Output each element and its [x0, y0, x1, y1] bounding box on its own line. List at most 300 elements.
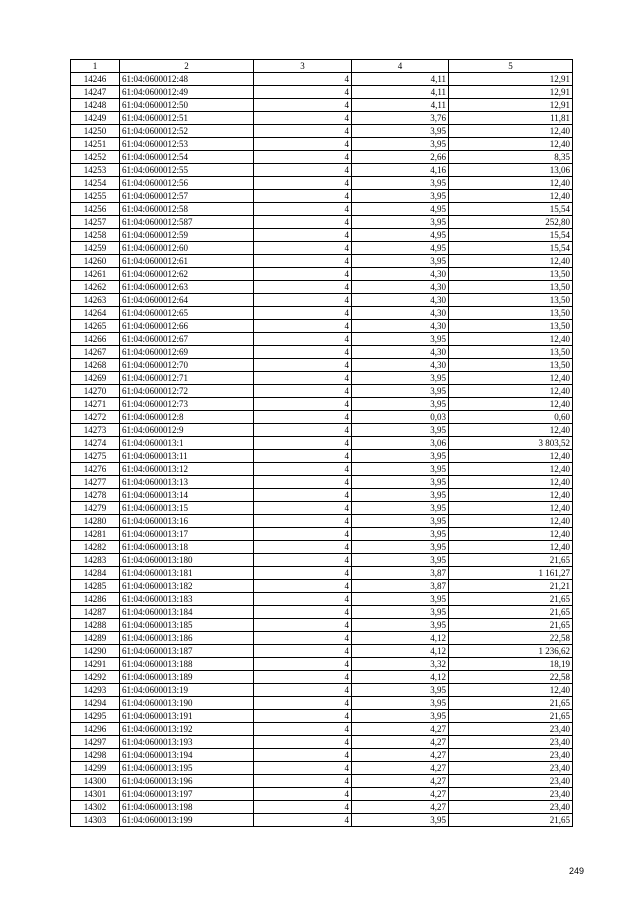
group-cell: 4 — [254, 346, 352, 359]
group-cell: 4 — [254, 632, 352, 645]
cadastral-number-cell: 61:04:0600013:193 — [120, 736, 254, 749]
table-row — [71, 125, 573, 138]
cadastral-number-cell: 61:04:0600012:55 — [120, 164, 254, 177]
cadastral-number-cell: 61:04:0600013:183 — [120, 593, 254, 606]
group-cell: 4 — [254, 294, 352, 307]
cadastral-number-cell: 61:04:0600012:48 — [120, 73, 254, 86]
row-number-cell: 14261 — [71, 268, 120, 281]
group-cell: 4 — [254, 424, 352, 437]
value-cell: 13,50 — [449, 268, 573, 281]
table-row — [71, 580, 573, 593]
value-cell: 21,65 — [449, 593, 573, 606]
cadastral-number-cell: 61:04:0600013:185 — [120, 619, 254, 632]
table-row — [71, 567, 573, 580]
value-cell: 12,91 — [449, 73, 573, 86]
rate-cell: 4,16 — [352, 164, 449, 177]
table-row — [71, 606, 573, 619]
row-number-cell: 14259 — [71, 242, 120, 255]
rate-cell: 3,95 — [352, 619, 449, 632]
table-row — [71, 424, 573, 437]
rate-cell: 4,27 — [352, 788, 449, 801]
value-cell: 12,40 — [449, 541, 573, 554]
value-cell: 18,19 — [449, 658, 573, 671]
table-row — [71, 307, 573, 320]
row-number-cell: 14288 — [71, 619, 120, 632]
table-row — [71, 242, 573, 255]
group-cell: 4 — [254, 86, 352, 99]
row-number-cell: 14301 — [71, 788, 120, 801]
row-number-cell: 14260 — [71, 255, 120, 268]
table-row — [71, 164, 573, 177]
rate-cell: 3,95 — [352, 463, 449, 476]
group-cell: 4 — [254, 411, 352, 424]
cadastral-number-cell: 61:04:0600012:64 — [120, 294, 254, 307]
group-cell: 4 — [254, 216, 352, 229]
table-row — [71, 411, 573, 424]
row-number-cell: 14285 — [71, 580, 120, 593]
rate-cell: 3,95 — [352, 450, 449, 463]
row-number-cell: 14263 — [71, 294, 120, 307]
group-cell: 4 — [254, 359, 352, 372]
table-row — [71, 229, 573, 242]
rate-cell: 3,95 — [352, 814, 449, 827]
rate-cell: 3,95 — [352, 372, 449, 385]
group-cell: 4 — [254, 606, 352, 619]
table-row — [71, 736, 573, 749]
cadastral-number-cell: 61:04:0600013:184 — [120, 606, 254, 619]
row-number-cell: 14262 — [71, 281, 120, 294]
cadastral-number-cell: 61:04:0600013:196 — [120, 775, 254, 788]
group-cell: 4 — [254, 736, 352, 749]
cadastral-number-cell: 61:04:0600012:49 — [120, 86, 254, 99]
cadastral-number-cell: 61:04:0600012:9 — [120, 424, 254, 437]
column-header: 3 — [254, 60, 352, 73]
table-row — [71, 138, 573, 151]
cadastral-number-cell: 61:04:0600013:197 — [120, 788, 254, 801]
rate-cell: 3,95 — [352, 138, 449, 151]
row-number-cell: 14247 — [71, 86, 120, 99]
table-header-row — [71, 60, 573, 73]
value-cell: 3 803,52 — [449, 437, 573, 450]
table-row — [71, 320, 573, 333]
value-cell: 12,40 — [449, 528, 573, 541]
row-number-cell: 14270 — [71, 385, 120, 398]
value-cell: 21,65 — [449, 619, 573, 632]
table-row — [71, 112, 573, 125]
group-cell: 4 — [254, 112, 352, 125]
value-cell: 12,40 — [449, 502, 573, 515]
group-cell: 4 — [254, 177, 352, 190]
table-row — [71, 268, 573, 281]
rate-cell: 4,11 — [352, 99, 449, 112]
group-cell: 4 — [254, 684, 352, 697]
group-cell: 4 — [254, 73, 352, 86]
cadastral-number-cell: 61:04:0600012:53 — [120, 138, 254, 151]
rate-cell: 3,95 — [352, 255, 449, 268]
group-cell: 4 — [254, 710, 352, 723]
cadastral-number-cell: 61:04:0600012:50 — [120, 99, 254, 112]
table-row — [71, 476, 573, 489]
group-cell: 4 — [254, 151, 352, 164]
cadastral-number-cell: 61:04:0600013:188 — [120, 658, 254, 671]
cadastral-number-cell: 61:04:0600013:186 — [120, 632, 254, 645]
rate-cell: 4,12 — [352, 645, 449, 658]
rate-cell: 3,95 — [352, 502, 449, 515]
row-number-cell: 14250 — [71, 125, 120, 138]
table-row — [71, 593, 573, 606]
value-cell: 12,40 — [449, 398, 573, 411]
table-row — [71, 762, 573, 775]
table-row — [71, 333, 573, 346]
cadastral-number-cell: 61:04:0600012:57 — [120, 190, 254, 203]
table-row — [71, 723, 573, 736]
value-cell: 12,40 — [449, 190, 573, 203]
value-cell: 12,91 — [449, 86, 573, 99]
value-cell: 0,60 — [449, 411, 573, 424]
cadastral-number-cell: 61:04:0600013:182 — [120, 580, 254, 593]
row-number-cell: 14257 — [71, 216, 120, 229]
row-number-cell: 14282 — [71, 541, 120, 554]
table-row — [71, 554, 573, 567]
table-row — [71, 346, 573, 359]
column-header: 1 — [71, 60, 120, 73]
value-cell: 23,40 — [449, 749, 573, 762]
row-number-cell: 14269 — [71, 372, 120, 385]
rate-cell: 2,66 — [352, 151, 449, 164]
rate-cell: 3,95 — [352, 528, 449, 541]
rate-cell: 3,95 — [352, 190, 449, 203]
row-number-cell: 14249 — [71, 112, 120, 125]
value-cell: 8,35 — [449, 151, 573, 164]
group-cell: 4 — [254, 242, 352, 255]
row-number-cell: 14248 — [71, 99, 120, 112]
column-header: 5 — [449, 60, 573, 73]
cadastral-number-cell: 61:04:0600012:73 — [120, 398, 254, 411]
table-row — [71, 671, 573, 684]
row-number-cell: 14273 — [71, 424, 120, 437]
group-cell: 4 — [254, 671, 352, 684]
table-row — [71, 190, 573, 203]
row-number-cell: 14283 — [71, 554, 120, 567]
table-row — [71, 463, 573, 476]
row-number-cell: 14293 — [71, 684, 120, 697]
cadastral-number-cell: 61:04:0600013:12 — [120, 463, 254, 476]
rate-cell: 4,27 — [352, 762, 449, 775]
row-number-cell: 14289 — [71, 632, 120, 645]
cadastral-number-cell: 61:04:0600012:63 — [120, 281, 254, 294]
value-cell: 21,65 — [449, 554, 573, 567]
column-header: 4 — [352, 60, 449, 73]
value-cell: 12,40 — [449, 385, 573, 398]
value-cell: 13,50 — [449, 359, 573, 372]
rate-cell: 3,95 — [352, 424, 449, 437]
group-cell: 4 — [254, 164, 352, 177]
group-cell: 4 — [254, 541, 352, 554]
table-row — [71, 697, 573, 710]
row-number-cell: 14295 — [71, 710, 120, 723]
value-cell: 12,40 — [449, 424, 573, 437]
cadastral-number-cell: 61:04:0600012:60 — [120, 242, 254, 255]
table-row — [71, 203, 573, 216]
group-cell: 4 — [254, 489, 352, 502]
group-cell: 4 — [254, 788, 352, 801]
rate-cell: 3,06 — [352, 437, 449, 450]
rate-cell: 4,30 — [352, 346, 449, 359]
rate-cell: 3,95 — [352, 216, 449, 229]
table-row — [71, 450, 573, 463]
row-number-cell: 14294 — [71, 697, 120, 710]
cadastral-number-cell: 61:04:0600013:187 — [120, 645, 254, 658]
value-cell: 15,54 — [449, 203, 573, 216]
row-number-cell: 14302 — [71, 801, 120, 814]
row-number-cell: 14277 — [71, 476, 120, 489]
cadastral-number-cell: 61:04:0600012:66 — [120, 320, 254, 333]
row-number-cell: 14252 — [71, 151, 120, 164]
cadastral-number-cell: 61:04:0600012:67 — [120, 333, 254, 346]
cadastral-number-cell: 61:04:0600012:71 — [120, 372, 254, 385]
group-cell: 4 — [254, 775, 352, 788]
value-cell: 12,40 — [449, 177, 573, 190]
value-cell: 22,58 — [449, 632, 573, 645]
cadastral-number-cell: 61:04:0600013:15 — [120, 502, 254, 515]
table-row — [71, 151, 573, 164]
rate-cell: 4,30 — [352, 320, 449, 333]
value-cell: 12,40 — [449, 372, 573, 385]
value-cell: 12,40 — [449, 684, 573, 697]
row-number-cell: 14265 — [71, 320, 120, 333]
value-cell: 15,54 — [449, 229, 573, 242]
cadastral-number-cell: 61:04:0600013:191 — [120, 710, 254, 723]
row-number-cell: 14297 — [71, 736, 120, 749]
rate-cell: 4,12 — [352, 632, 449, 645]
table-row — [71, 398, 573, 411]
table-body — [71, 60, 573, 827]
value-cell: 12,40 — [449, 515, 573, 528]
group-cell: 4 — [254, 281, 352, 294]
group-cell: 4 — [254, 554, 352, 567]
rate-cell: 3,95 — [352, 593, 449, 606]
rate-cell: 0,03 — [352, 411, 449, 424]
table-row — [71, 515, 573, 528]
table-row — [71, 645, 573, 658]
value-cell: 21,65 — [449, 814, 573, 827]
rate-cell: 3,95 — [352, 177, 449, 190]
row-number-cell: 14280 — [71, 515, 120, 528]
row-number-cell: 14298 — [71, 749, 120, 762]
rate-cell: 4,95 — [352, 203, 449, 216]
table-row — [71, 541, 573, 554]
group-cell: 4 — [254, 385, 352, 398]
row-number-cell: 14264 — [71, 307, 120, 320]
rate-cell: 4,27 — [352, 775, 449, 788]
cadastral-number-cell: 61:04:0600013:16 — [120, 515, 254, 528]
row-number-cell: 14271 — [71, 398, 120, 411]
cadastral-number-cell: 61:04:0600012:72 — [120, 385, 254, 398]
table-row — [71, 489, 573, 502]
group-cell: 4 — [254, 99, 352, 112]
cadastral-number-cell: 61:04:0600012:58 — [120, 203, 254, 216]
row-number-cell: 14253 — [71, 164, 120, 177]
row-number-cell: 14279 — [71, 502, 120, 515]
rate-cell: 3,87 — [352, 580, 449, 593]
table-row — [71, 684, 573, 697]
value-cell: 13,50 — [449, 320, 573, 333]
rate-cell: 4,11 — [352, 73, 449, 86]
rate-cell: 3,95 — [352, 385, 449, 398]
group-cell: 4 — [254, 268, 352, 281]
rate-cell: 4,95 — [352, 229, 449, 242]
cadastral-number-cell: 61:04:0600013:13 — [120, 476, 254, 489]
data-table — [70, 59, 573, 827]
rate-cell: 4,27 — [352, 801, 449, 814]
value-cell: 12,91 — [449, 99, 573, 112]
group-cell: 4 — [254, 125, 352, 138]
row-number-cell: 14278 — [71, 489, 120, 502]
cadastral-number-cell: 61:04:0600012:56 — [120, 177, 254, 190]
value-cell: 21,65 — [449, 710, 573, 723]
table-row — [71, 177, 573, 190]
value-cell: 12,40 — [449, 138, 573, 151]
value-cell: 13,50 — [449, 307, 573, 320]
group-cell: 4 — [254, 593, 352, 606]
rate-cell: 4,27 — [352, 723, 449, 736]
value-cell: 11,81 — [449, 112, 573, 125]
cadastral-number-cell: 61:04:0600013:195 — [120, 762, 254, 775]
value-cell: 12,40 — [449, 489, 573, 502]
group-cell: 4 — [254, 515, 352, 528]
row-number-cell: 14284 — [71, 567, 120, 580]
document-page — [70, 59, 573, 827]
group-cell: 4 — [254, 814, 352, 827]
cadastral-number-cell: 61:04:0600013:189 — [120, 671, 254, 684]
value-cell: 21,65 — [449, 697, 573, 710]
value-cell: 15,54 — [449, 242, 573, 255]
cadastral-number-cell: 61:04:0600012:8 — [120, 411, 254, 424]
row-number-cell: 14290 — [71, 645, 120, 658]
row-number-cell: 14292 — [71, 671, 120, 684]
row-number-cell: 14258 — [71, 229, 120, 242]
rate-cell: 4,30 — [352, 307, 449, 320]
row-number-cell: 14300 — [71, 775, 120, 788]
group-cell: 4 — [254, 723, 352, 736]
row-number-cell: 14255 — [71, 190, 120, 203]
rate-cell: 3,76 — [352, 112, 449, 125]
value-cell: 23,40 — [449, 775, 573, 788]
value-cell: 23,40 — [449, 801, 573, 814]
value-cell: 21,21 — [449, 580, 573, 593]
group-cell: 4 — [254, 450, 352, 463]
row-number-cell: 14256 — [71, 203, 120, 216]
rate-cell: 4,27 — [352, 736, 449, 749]
rate-cell: 4,95 — [352, 242, 449, 255]
rate-cell: 3,32 — [352, 658, 449, 671]
group-cell: 4 — [254, 307, 352, 320]
cadastral-number-cell: 61:04:0600013:18 — [120, 541, 254, 554]
table-row — [71, 788, 573, 801]
table-row — [71, 294, 573, 307]
group-cell: 4 — [254, 372, 352, 385]
group-cell: 4 — [254, 333, 352, 346]
group-cell: 4 — [254, 437, 352, 450]
row-number-cell: 14266 — [71, 333, 120, 346]
group-cell: 4 — [254, 476, 352, 489]
value-cell: 13,06 — [449, 164, 573, 177]
table-row — [71, 216, 573, 229]
rate-cell: 3,95 — [352, 333, 449, 346]
cadastral-number-cell: 61:04:0600013:190 — [120, 697, 254, 710]
cadastral-number-cell: 61:04:0600012:65 — [120, 307, 254, 320]
table-row — [71, 632, 573, 645]
table-row — [71, 372, 573, 385]
row-number-cell: 14296 — [71, 723, 120, 736]
table-row — [71, 437, 573, 450]
table-row — [71, 801, 573, 814]
table-row — [71, 710, 573, 723]
table-row — [71, 619, 573, 632]
group-cell: 4 — [254, 190, 352, 203]
group-cell: 4 — [254, 138, 352, 151]
table-row — [71, 502, 573, 515]
cadastral-number-cell: 61:04:0600012:51 — [120, 112, 254, 125]
cadastral-number-cell: 61:04:0600012:59 — [120, 229, 254, 242]
cadastral-number-cell: 61:04:0600012:62 — [120, 268, 254, 281]
rate-cell: 3,95 — [352, 515, 449, 528]
cadastral-number-cell: 61:04:0600012:54 — [120, 151, 254, 164]
row-number-cell: 14254 — [71, 177, 120, 190]
cadastral-number-cell: 61:04:0600012:587 — [120, 216, 254, 229]
table-row — [71, 814, 573, 827]
value-cell: 252,80 — [449, 216, 573, 229]
value-cell: 21,65 — [449, 606, 573, 619]
table-row — [71, 658, 573, 671]
cadastral-number-cell: 61:04:0600013:199 — [120, 814, 254, 827]
row-number-cell: 14267 — [71, 346, 120, 359]
table-row — [71, 255, 573, 268]
value-cell: 12,40 — [449, 476, 573, 489]
row-number-cell: 14299 — [71, 762, 120, 775]
row-number-cell: 14276 — [71, 463, 120, 476]
cadastral-number-cell: 61:04:0600013:198 — [120, 801, 254, 814]
value-cell: 12,40 — [449, 255, 573, 268]
value-cell: 22,58 — [449, 671, 573, 684]
rate-cell: 3,95 — [352, 125, 449, 138]
row-number-cell: 14303 — [71, 814, 120, 827]
row-number-cell: 14251 — [71, 138, 120, 151]
cadastral-number-cell: 61:04:0600013:194 — [120, 749, 254, 762]
group-cell: 4 — [254, 762, 352, 775]
rate-cell: 3,95 — [352, 684, 449, 697]
table-row — [71, 749, 573, 762]
value-cell: 12,40 — [449, 125, 573, 138]
table-row — [71, 99, 573, 112]
cadastral-number-cell: 61:04:0600012:70 — [120, 359, 254, 372]
group-cell: 4 — [254, 320, 352, 333]
value-cell: 23,40 — [449, 736, 573, 749]
row-number-cell: 14291 — [71, 658, 120, 671]
page-number: 249 — [568, 866, 584, 876]
row-number-cell: 14286 — [71, 593, 120, 606]
group-cell: 4 — [254, 203, 352, 216]
group-cell: 4 — [254, 398, 352, 411]
group-cell: 4 — [254, 801, 352, 814]
rate-cell: 3,87 — [352, 567, 449, 580]
row-number-cell: 14272 — [71, 411, 120, 424]
rate-cell: 3,95 — [352, 398, 449, 411]
value-cell: 23,40 — [449, 788, 573, 801]
cadastral-number-cell: 61:04:0600013:11 — [120, 450, 254, 463]
group-cell: 4 — [254, 645, 352, 658]
cadastral-number-cell: 61:04:0600013:180 — [120, 554, 254, 567]
